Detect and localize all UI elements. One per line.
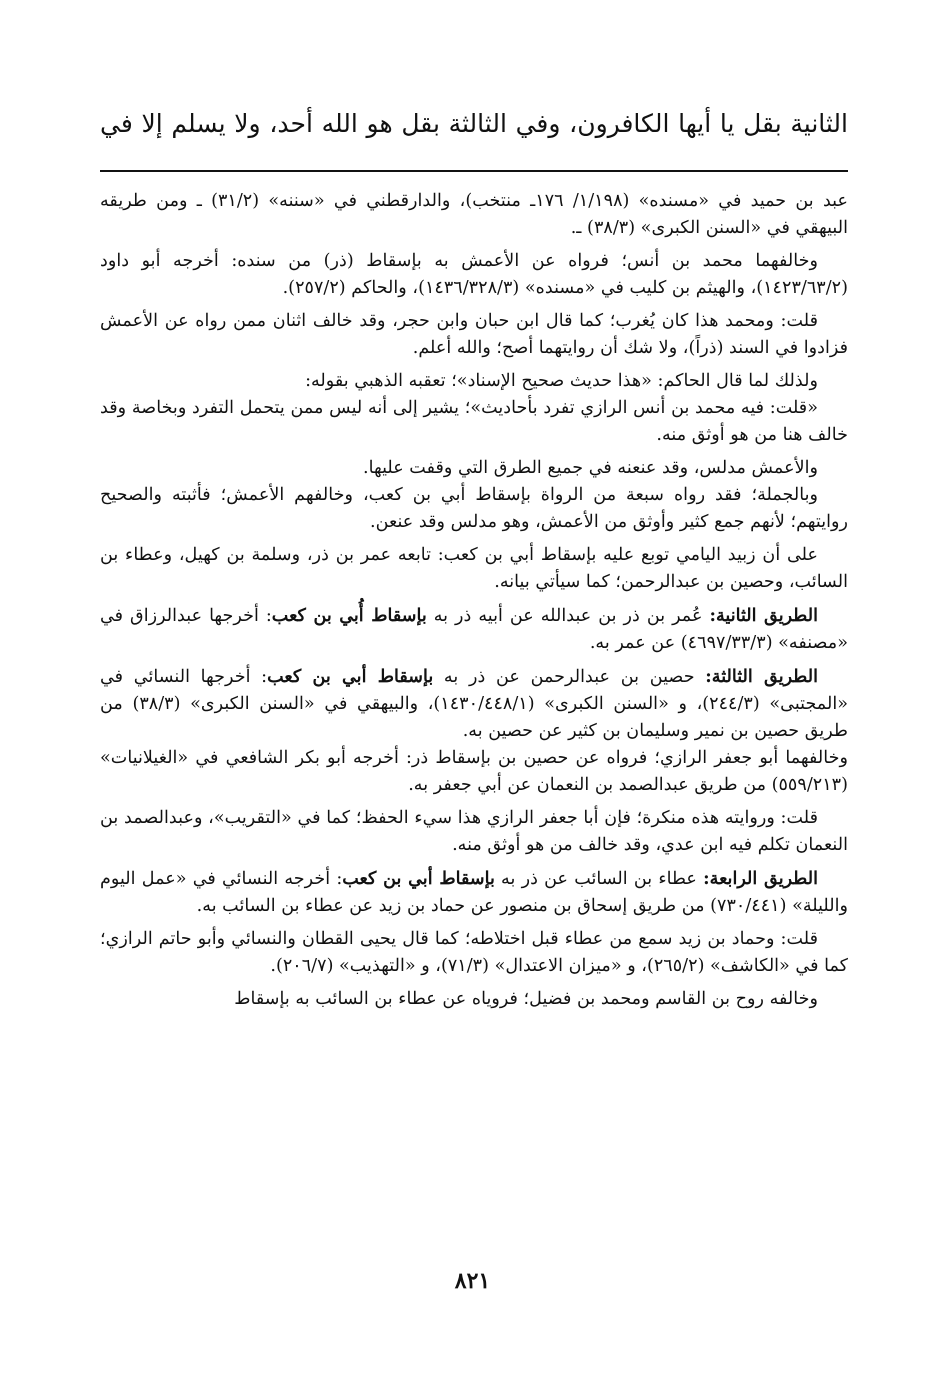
method-text: : أخرجها النسائي في «المجتبى» (٢٤٤/٣)، و «السنن الكبرى» (١٤٣٠/٤٤٨/١)، والبيهقي في «السنن الكبرى» (٣٨/٣) من طريق حصين بن نمير وسليمان بن كثير عن حصين به. [100, 667, 848, 741]
method-text: : أخرجها عبدالرزاق في «مصنفه» (٤٦٩٧/٣٣/٣) عن عمر به. [100, 606, 848, 653]
footnote-paragraph-method-3 [100, 663, 848, 745]
footnote-paragraph: وخالفه روح بن القاسم ومحمد بن فضيل؛ فروياه عن عطاء بن السائب به بإسقاط [234, 989, 818, 1009]
footnote-paragraph: على أن زبيد اليامي توبع عليه بإسقاط أبي بن كعب: تابعه عمر بن ذر، وسلمة بن كهيل، وعطاء بن السائب، وحصين بن عبدالرحمن؛ كما سيأتي بيانه. [100, 545, 848, 592]
footnote-paragraph: وبالجملة؛ فقد رواه سبعة من الرواة بإسقاط أبي بن كعب، وخالفهم الأعمش؛ فأثبته والصحيح روايتهم؛ لأنهم جمع كثير وأوثق من الأعمش، وهو مدلس وقد عنعن. [100, 485, 848, 532]
footnote-paragraph: قلت: وروايته هذه منكرة؛ فإن أبا جعفر الرازي هذا سيء الحفظ؛ كما في «التقريب»، وعبدالصمد بن النعمان تكلم فيه ابن عدي، وقد خالف من هو أوثق منه. [100, 808, 848, 855]
footnote-separator [100, 170, 848, 172]
footnote-paragraph: ولذلك لما قال الحاكم: «هذا حديث صحيح الإسناد»؛ تعقبه الذهبي بقوله: [305, 371, 818, 391]
method-text: حصين بن عبدالرحمن عن ذر به [433, 667, 706, 687]
footnotes [100, 188, 848, 1019]
method-emphasis: بإسقاط أُبي بن كعب [271, 605, 427, 626]
method-heading: الطريق الثانية: [709, 605, 818, 626]
method-text: : أخرجه النسائي في «عمل اليوم والليلة» (٧٣٠/٤٤١) من طريق إسحاق بن منصور عن حماد بن زيد عن عطاء بن السائب به. [100, 869, 848, 916]
method-emphasis: بإسقاط أبي بن كعب [342, 868, 495, 889]
method-text: عطاء بن السائب عن ذر به [494, 869, 704, 889]
footnote-paragraph: وخالفهما محمد بن أنس؛ فرواه عن الأعمش به بإسقاط (ذر) من سنده: أخرجه أبو داود (١٤٢٣/٦٣/٢)، والهيثم بن كليب في «مسنده» (١٤٣٦/٣٢٨/٣)، والحاكم (٢٥٧/٢). [100, 251, 848, 298]
footnote-paragraph: وخالفهما أبو جعفر الرازي؛ فرواه عن حصين بن بإسقاط ذر: أخرجه أبو بكر الشافعي في «الغيلانيات» (٥٥٩/٢١٣) من طريق عبدالصمد بن النعمان عن أبي جعفر به. [100, 748, 848, 795]
page-number: ٨٢١ [454, 1268, 491, 1294]
method-emphasis: بإسقاط أبي بن كعب [267, 666, 434, 687]
method-text: عُمر بن ذر بن عبدالله عن أبيه ذر به [426, 606, 710, 626]
footnote-paragraph: والأعمش مدلس، وقد عنعنه في جميع الطرق التي وقفت عليها. [363, 458, 818, 478]
method-heading: الطريق الرابعة: [703, 868, 818, 889]
main-text-line: الثانية بقل يا أيها الكافرون، وفي الثالثة بقل هو الله أحد، ولا يسلم إلا في [100, 109, 848, 138]
footnote-paragraph-method-2 [100, 602, 848, 657]
footnote-paragraph: «قلت: فيه محمد بن أنس الرازي تفرد بأحاديث»؛ يشير إلى أنه ليس ممن يتحمل التفرد وبخاصة وقد خالف هنا من هو أوثق منه. [100, 398, 848, 445]
footnote-paragraph: عبد بن حميد في «مسنده» (١/١٩٨/ ١٧٦ـ منتخب)، والدارقطني في «سننه» (٣١/٢) ـ ومن طريقه البيهقي في «السنن الكبرى» (٣٨/٣) ـ. [100, 191, 848, 238]
footnote-paragraph: قلت: ومحمد هذا كان يُغرب؛ كما قال ابن حبان وابن حجر، وقد خالف اثنان ممن رواه عن الأعمش فزادوا في السند (ذراً)، ولا شك أن روايتهما أصح؛ والله أعلم. [100, 311, 848, 358]
footnote-paragraph-method-4 [100, 865, 848, 920]
method-heading: الطريق الثالثة: [705, 666, 818, 687]
footnote-paragraph: قلت: وحماد بن زيد سمع من عطاء قبل اختلاطه؛ كما قال يحيى القطان والنسائي وأبو حاتم الرازي؛ كما في «الكاشف» (٢٦٥/٢)، و «ميزان الاعتدال» (٧١/٣)، و «التهذيب» (٢٠٦/٧). [100, 929, 848, 976]
